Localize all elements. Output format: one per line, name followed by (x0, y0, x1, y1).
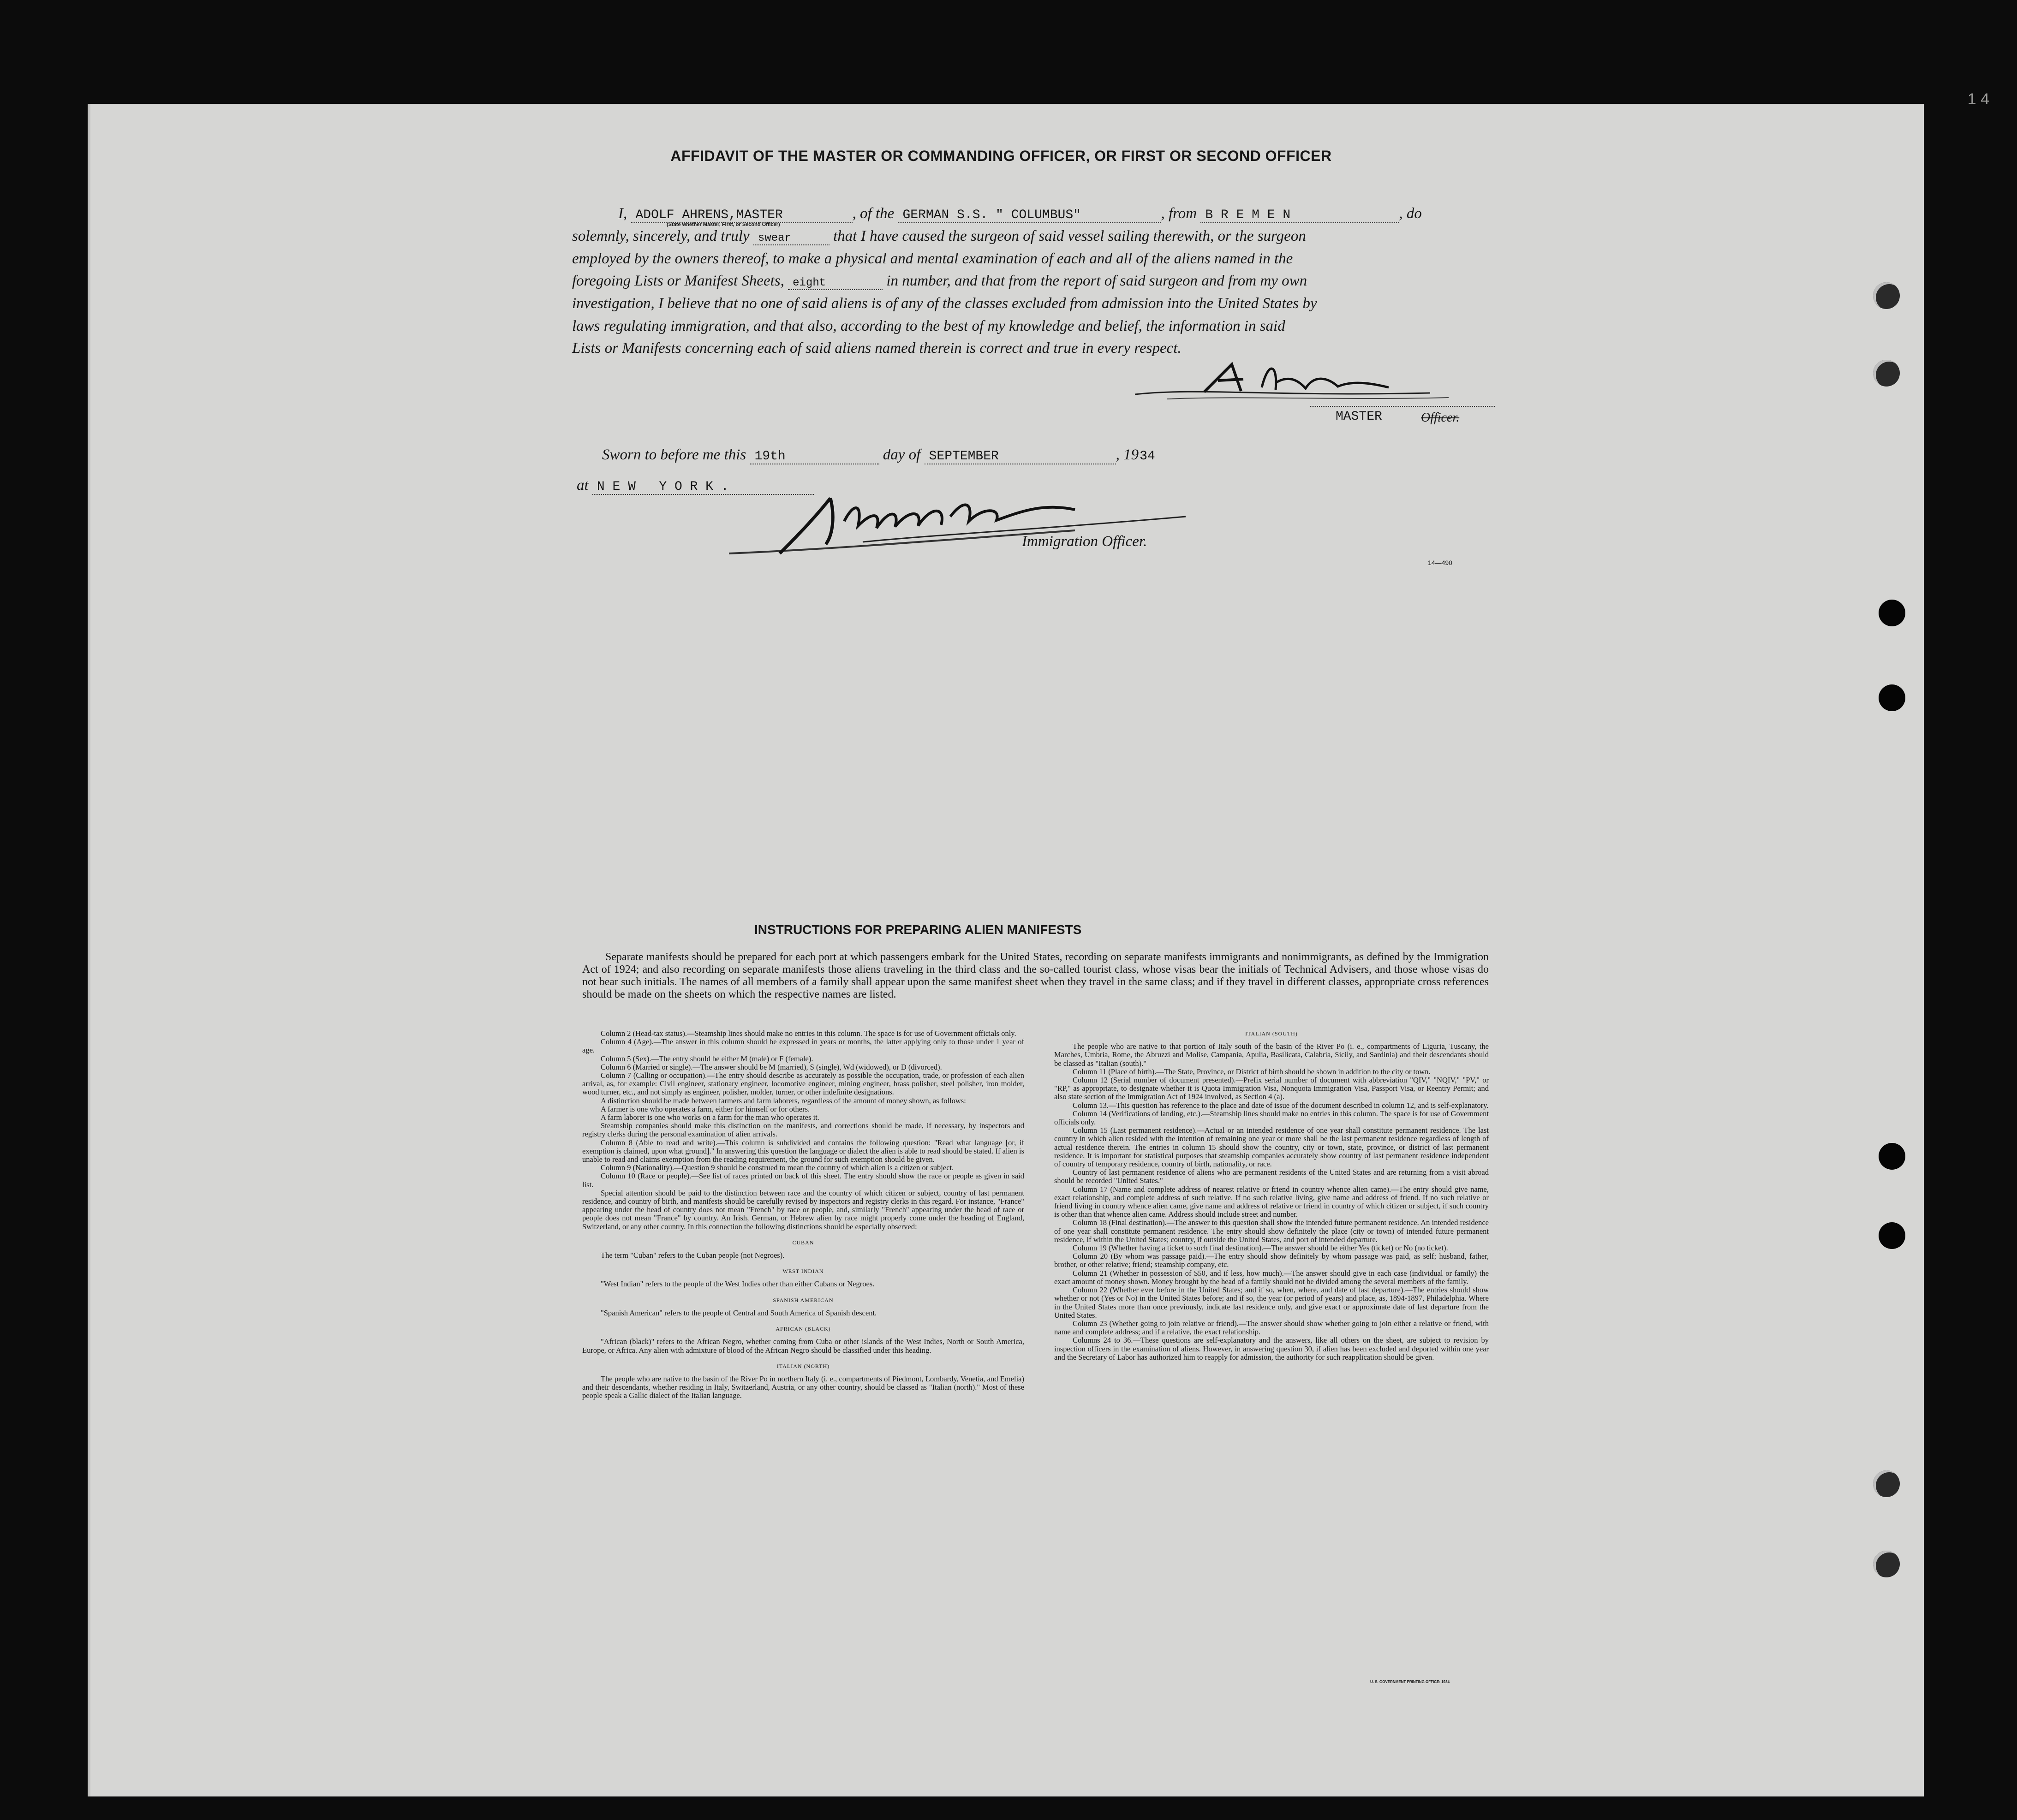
manifest-sheet (88, 104, 1924, 1796)
instruction-paragraph: Columns 24 to 36.—These questions are self-explanatory and the answers, like all others on the sheet, are subject to revision by inspection officers in the examination of aliens. However, in answering question 30, if alien has been excluded and deported within one year and the Secretary of Labor has authorized him to reapply for admission, the authority for such reapplication should be given. (1054, 1336, 1489, 1362)
instruction-paragraph: Special attention should be paid to the distinction between race and the country of which citizen or subject, country of last permanent residence, and country of birth, and manifests should be carefully revised by inspectors and registry clerks in this regard. For instance, "France" appearing under the head of country does not mean "French" by race or people, and, similarly "French" appearing under the head of race or people does not mean "France" by country. An Irish, German, or Hebrew alien by race might properly come under the heading of England, Switzerland, or any other country. In this connection the following distinctions should be especially observed: (582, 1188, 1024, 1231)
affidavit-line-2: solemnly, sincerely, and truly swear that I have caused the surgeon of said vessel sailing therewith, or the surgeon (572, 228, 1306, 244)
affidavit-title: AFFIDAVIT OF THE MASTER OR COMMANDING OFFICER, OR FIRST OR SECOND OFFICER (670, 148, 1332, 164)
instruction-paragraph: Column 9 (Nationality).—Question 9 should be construed to mean the country of which alien is a citizen or subject. (601, 1163, 954, 1172)
west-indian-heading: WEST INDIAN (782, 1268, 824, 1275)
instruction-paragraph: A distinction should be made between farmers and farm laborers, regardless of the amount of money shown, as follows: (601, 1096, 966, 1105)
immigration-officer-label: Immigration Officer. (1022, 533, 1147, 550)
instruction-paragraph: Column 21 (Whether in possession of $50, and if less, how much).—The answer should give in each case (individual or family) the exact amount of money shown. Money brought by the head of a family should not be divided among the several members of the family. (1054, 1268, 1489, 1286)
instruction-paragraph: Column 18 (Final destination).—The answer to this question shall show the intended future permanent residence. An intended residence of one year shall constitute permanent residence. The entry should show definitely the place (city or town) of intended future permanent residence, if within the United States; country, if outside the United States, and port of intended departure. (1054, 1218, 1489, 1244)
instruction-paragraph: Column 12 (Serial number of document presented).—Prefix serial number of document with abbreviation "QIV," "NQIV," "PV," or "RP," as appropriate, to designate whether it is Quota Immigration Visa, Nonquota Immigration Visa, Passport Visa, or Reentry Permit; and also state section of the Immigration Act of 1924 involved, as Section 4 (a). (1054, 1076, 1489, 1101)
instructions-left-column (582, 1029, 1024, 1400)
affidavit-line-5: investigation, I believe that no one of said aliens is of any of the classes excluded from admission into the United States by (572, 295, 1317, 312)
punch-hole (1879, 1143, 1905, 1170)
state-note: (State whether Master, First, or Second Officer) (667, 222, 780, 227)
italian-south-heading: ITALIAN (SOUTH) (1245, 1030, 1298, 1037)
signature-line (1310, 406, 1495, 407)
of-the-text: , of the (852, 205, 895, 222)
sheet-count-field: eight (788, 277, 883, 290)
spanish-american-text: "Spanish American" refers to the people of Central and South America of Spanish descent. (601, 1308, 877, 1317)
master-signature (1130, 355, 1453, 410)
instructions-title: INSTRUCTIONS FOR PREPARING ALIEN MANIFESTS (754, 922, 1082, 937)
instruction-paragraph: Column 15 (Last permanent residence).—Actual or an intended residence of one year shall constitute permanent residence. The last country in which alien resided with the intention of remaining one year or more shall be the last permanent residence regardless of length of actual residence therein. The entries in column 15 should show the country, city or town, state, province, or district of last permanent residence. It is important for statistical purposes that steamship companies accurately show country of last permanent residence independent of country of temporary residence, country of birth, nationality, or race. (1054, 1126, 1489, 1169)
from-text: , from (1161, 205, 1197, 222)
immigration-officer-signature (724, 484, 1209, 567)
instruction-paragraph: Column 14 (Verifications of landing, etc.).—Steamship lines should make no entries in this column. The space is for use of Government officials only. (1054, 1109, 1489, 1127)
corner-mark: 1 4 (1967, 90, 1989, 108)
instruction-paragraph: Column 5 (Sex).—The entry should be either M (male) or F (female). (601, 1054, 813, 1063)
do-text: , do (1399, 205, 1422, 222)
punch-hole (1879, 684, 1905, 711)
month-field: SEPTEMBER (925, 449, 1116, 464)
master-name-field: ADOLF AHRENS,MASTER (631, 208, 853, 223)
instruction-paragraph: Column 10 (Race or people).—See list of races printed on back of this sheet. The entry should show the race or people as given in said list. (582, 1172, 1024, 1189)
spanish-american-heading: SPANISH AMERICAN (773, 1297, 834, 1303)
port-field: B R E M E N (1200, 208, 1399, 223)
instruction-paragraph: Column 17 (Name and complete address of nearest relative or friend in country whence alien came).—The entry should give name, exact relationship, and complete address of such relative. If no such relative living, give name and address of friend. If no such relative or friend living in country whence alien came, give name and address of relative or friend in country of which citizen or subject, if such country is other than that whence alien came. Address should include street and number. (1054, 1184, 1489, 1219)
place-field: N E W Y O R K . (592, 480, 814, 495)
african-heading: AFRICAN (BLACK) (776, 1326, 831, 1332)
gpo-imprint: U. S. GOVERNMENT PRINTING OFFICE: 1934 (1370, 1680, 1450, 1684)
sworn-line: Sworn to before me this 19th day of SEPTEMBER , 1934 (602, 446, 1516, 464)
vessel-field: GERMAN S.S. " COLUMBUS" (898, 208, 1161, 223)
instruction-paragraph: Column 2 (Head-tax status).—Steamship lines should make no entries in this column. The space is for use of Government officials only. (601, 1029, 1016, 1038)
affidavit-line-1 (618, 205, 1532, 223)
instruction-paragraph: Column 23 (Whether going to join relative or friend).—The answer should show whether going to join either a relative or friend, with name and complete address; and if a relative, the exact relationship. (1054, 1319, 1489, 1337)
instruction-paragraph: Country of last permanent residence of aliens who are permanent residents of the United States and are returning from a visit abroad should be recorded "United States." (1054, 1168, 1489, 1185)
instruction-paragraph: Column 20 (By whom was passage paid).—The entry should show definitely by whom passage was paid, as self; husband, father, brother, or other relative; friend; steamship company, etc. (1054, 1252, 1489, 1269)
punch-hole (1879, 600, 1905, 626)
affidavit-line-3: employed by the owners thereof, to make a physical and mental examination of each and all of the aliens named in the (572, 250, 1293, 267)
west-indian-text: "West Indian" refers to the people of the West Indies other than either Cubans or Negroes. (601, 1279, 875, 1289)
year-field: 34 (1140, 449, 1155, 464)
affidavit-line-4: foregoing Lists or Manifest Sheets, eight in number, and that from the report of said surgeon and from my own (572, 273, 1307, 289)
italian-north-text: The people who are native to the basin of the River Po in northern Italy (i. e., compartments of Piedmont, Lombardy, Venetia, and Emelia) and their descendants, whether residing in Italy, Switzerland, Austria, or any other country, should be classed as "Italian (north)." Most of these people speak a Gallic dialect of the Italian language. (582, 1374, 1024, 1400)
punch-hole (1873, 360, 1900, 387)
instruction-paragraph: Column 4 (Age).—The answer in this column should be expressed in years or months, the latter applying only to those under 1 year of age. (582, 1037, 1024, 1055)
punch-hole (1873, 282, 1900, 309)
instructions-right-column (1054, 1029, 1489, 1362)
instruction-paragraph: Column 22 (Whether ever before in the United States; and if so, when, where, and date of last departure).—The entries should show whether or not (Yes or No) in the United States before; and if so, the year (or period of years) and place, as, 1894-1897, Philadelphia. Where in the United States more than once previously, indicate last residence only, and give exact or approximate date of last departure from the United States. (1054, 1285, 1489, 1320)
instruction-paragraph: Column 11 (Place of birth).—The State, Province, or District of birth should be shown in addition to the city or town. (1073, 1067, 1431, 1076)
instruction-paragraph: The people who are native to that portion of Italy south of the basin of the River Po (i. e., compartments of Liguria, Tuscany, the Marches, Umbria, Rome, the Abruzzi and Molise, Campania, Apulia, Basilicata, Calabria, Sicily, and Sardinia) and their descendants should be classed as "Italian (south)." (1054, 1042, 1489, 1068)
instructions-intro: Separate manifests should be prepared for each port at which passengers embark for the United States, recording on separate manifests immigrants and nonimmigrants, as defined by the Immigration Act of 1924; and also recording on separate manifests those aliens traveling in the third class and the so-called tourist class, whose visas bear the initials of Technical Advisers, and those whose visas do not bear such initials. The names of all members of a family shall appear upon the same manifest sheet when they travel in the same class; and if they travel in different classes, appropriate cross references should be made on the sheets on which the respective names are listed. (582, 951, 1489, 1000)
instruction-paragraph: Column 7 (Calling or occupation).—The entry should describe as accurately as possible the occupation, trade, or profession of each alien arrival, as, for example: Civil engineer, stationary engineer, locomotive engineer, mining engineer, brass polisher, steel polisher, iron molder, wood turner, etc., and not simply as engineer, polisher, molder, turner, or other indefinite designations. (582, 1071, 1024, 1097)
instruction-paragraph: A farm laborer is one who works on a farm for the man who operates it. (601, 1113, 819, 1122)
instruction-paragraph: Column 6 (Married or single).—The answer should be M (married), S (single), Wd (widowed), or D (divorced). (601, 1062, 942, 1071)
african-text: "African (black)" refers to the African Negro, whether coming from Cuba or other islands of the West Indies, North or South America, Europe, or Africa. Any alien with admixture of blood of the African Negro should be classified under this heading. (582, 1337, 1024, 1355)
instruction-paragraph: Column 8 (Able to read and write).—This column is subdivided and contains the following question: "Read what language [or, if exemption is claimed, upon what ground]." In answering this question the language or dialect the alien is able to read should be stated. If alien is unable to read and claims exemption from the reading requirement, the ground for such exemption should be given. (582, 1138, 1024, 1164)
punch-hole (1873, 1470, 1900, 1497)
affidavit-line-6: laws regulating immigration, and that also, according to the best of my knowledge and belief, the information in said (572, 318, 1285, 334)
instruction-paragraph: Column 19 (Whether having a ticket to such final destination).—The answer should be either Yes (ticket) or No (no ticket). (1073, 1243, 1448, 1253)
affidavit-line-7: Lists or Manifests concerning each of said aliens named therein is correct and true in every respect. (572, 340, 1182, 357)
italian-north-heading: ITALIAN (NORTH) (776, 1362, 830, 1369)
place-line: at N E W Y O R K . (577, 477, 1490, 495)
signer-title: MASTER (1336, 410, 1382, 424)
punch-hole (1879, 1222, 1905, 1249)
form-code: 14—490 (1428, 559, 1452, 566)
punch-hole (1873, 1551, 1900, 1577)
cuban-text: The term "Cuban" refers to the Cuban people (not Negroes). (601, 1251, 785, 1260)
struck-officer-word: Officer. (1421, 410, 1460, 425)
instruction-paragraph: Steamship companies should make this distinction on the manifests, and corrections should be made, if necessary, by inspectors and registry clerks during the personal examination of alien arrivals. (582, 1121, 1024, 1139)
instruction-paragraph: A farmer is one who operates a farm, either for himself or for others. (601, 1104, 810, 1113)
cuban-heading: CUBAN (792, 1239, 814, 1246)
day-field: 19th (750, 449, 879, 464)
swear-field: swear (753, 232, 829, 245)
affidavit-i: I, (618, 205, 627, 222)
instruction-paragraph: Column 13.—This question has reference to the place and date of issue of the document described in column 12, and is self-explanatory. (1073, 1100, 1489, 1110)
